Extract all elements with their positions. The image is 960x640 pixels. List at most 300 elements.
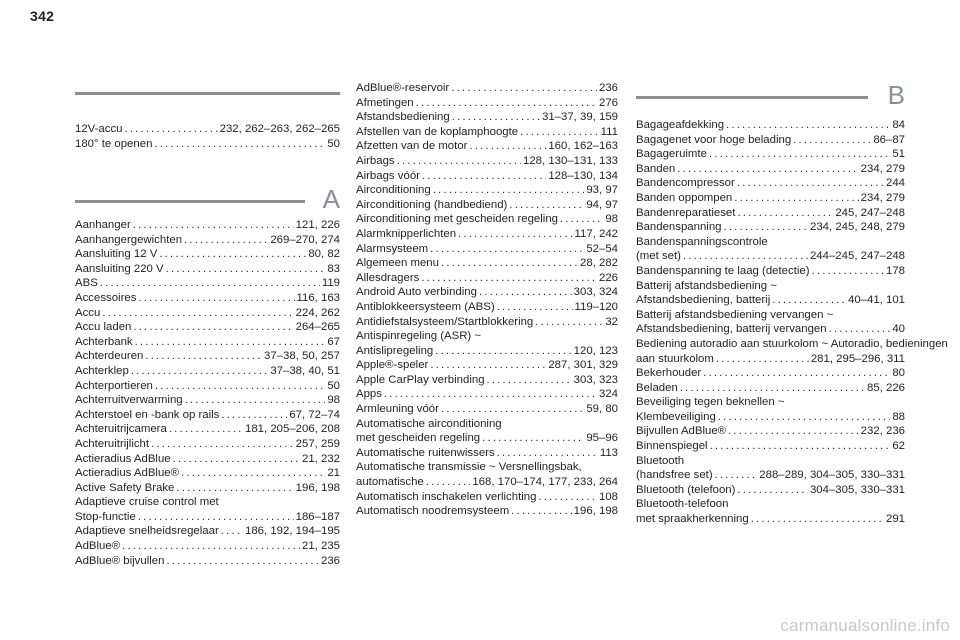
index-term: Achterstoel en -bank op rails <box>75 408 220 421</box>
dot-leader <box>131 364 268 379</box>
index-pages: 234, 279 <box>860 191 905 204</box>
dot-leader <box>451 81 597 96</box>
index-pages: 51 <box>892 148 905 161</box>
index-entry <box>75 122 340 137</box>
dot-leader <box>169 422 243 437</box>
index-pages: 181, 205–206, 208 <box>244 423 340 436</box>
index-entry <box>356 125 618 140</box>
index-entry <box>75 276 340 291</box>
dot-leader <box>677 162 858 177</box>
dot-leader <box>166 554 319 569</box>
index-term: automatische <box>356 476 424 489</box>
index-entry <box>75 233 340 248</box>
index-pages: 32 <box>605 315 618 328</box>
index-entry <box>356 446 618 461</box>
index-entry <box>636 497 905 526</box>
dot-leader <box>221 524 243 539</box>
dot-leader <box>397 154 521 169</box>
dot-leader <box>703 366 890 381</box>
dot-leader <box>726 118 890 133</box>
index-pages: 196, 198 <box>573 505 618 518</box>
index-pages: 59, 80 <box>586 403 618 416</box>
page-number: 342 <box>30 8 55 24</box>
dot-leader <box>181 466 325 481</box>
index-pages: 119–120 <box>574 300 618 313</box>
dot-leader <box>138 510 294 525</box>
index-entry <box>636 176 905 191</box>
index-term: Alarmknipperlichten <box>356 227 457 240</box>
index-term: Bluetooth (telefoon) <box>636 483 736 496</box>
dot-leader <box>734 191 858 206</box>
index-entry-lead: Automatische transmissie ~ Versnellingsbak, <box>356 461 582 474</box>
dot-leader <box>430 242 584 257</box>
index-term: Afstandsbediening, batterij <box>636 294 771 307</box>
index-entry <box>75 218 340 233</box>
index-term: Airbags <box>356 154 395 167</box>
index-entry <box>356 81 618 96</box>
index-term: Alarmsysteem <box>356 242 429 255</box>
index-term: Beladen <box>636 381 678 394</box>
index-pages: 276 <box>598 96 618 109</box>
index-pages: 84 <box>892 119 905 131</box>
index-term: Bandenspanning te laag (detectie) <box>636 264 810 277</box>
index-entry <box>356 271 618 286</box>
index-term: Banden oppompen <box>636 191 733 204</box>
dot-leader <box>384 387 597 402</box>
dot-leader <box>173 452 300 467</box>
index-term: Bagagenet voor hoge belading <box>636 133 792 146</box>
index-pages: 287, 301, 329 <box>548 359 618 372</box>
dot-leader <box>538 490 597 505</box>
index-entry <box>636 395 905 424</box>
index-entry <box>636 337 948 366</box>
index-pages: 67, 72–74 <box>289 408 340 421</box>
index-entry <box>356 460 618 489</box>
index-term: Airconditioning <box>356 184 431 197</box>
index-pages: 244–245, 247–248 <box>809 250 905 263</box>
dot-leader <box>184 233 268 248</box>
dot-leader <box>138 291 294 306</box>
dot-leader <box>159 247 306 262</box>
index-pages: 21, 232 <box>301 452 340 465</box>
index-pages: 50 <box>327 137 340 150</box>
dot-leader <box>680 381 865 396</box>
index-term: Achterdeuren <box>75 350 144 363</box>
index-entry <box>636 162 905 177</box>
index-pages: 86–87 <box>873 133 905 146</box>
index-pages: 94, 97 <box>586 198 618 211</box>
index-entry-lead: Batterij afstandsbediening vervangen ~ <box>636 308 834 321</box>
section-letter-a: A <box>322 184 340 214</box>
index-entry <box>356 387 618 402</box>
index-entry <box>75 495 340 524</box>
dot-leader <box>133 320 293 335</box>
index-term: Afstellen van de koplamphoogte <box>356 125 519 138</box>
index-term: Actieradius AdBlue® <box>75 467 180 480</box>
index-entry <box>356 169 618 184</box>
index-entry <box>75 466 340 481</box>
index-entry <box>356 198 618 213</box>
index-entry <box>356 358 618 373</box>
index-term: Apple®-speler <box>356 359 429 372</box>
index-term: Allesdragers <box>356 271 420 284</box>
dot-leader <box>435 344 571 359</box>
index-term: Automatische ruitenwissers <box>356 446 495 459</box>
dot-leader <box>751 512 884 527</box>
index-entry <box>75 393 340 408</box>
index-pages: 121, 226 <box>295 219 340 231</box>
index-entry-lead: Batterij afstandsbediening ~ <box>636 279 777 292</box>
index-entry <box>636 220 905 235</box>
index-term: Apple CarPlay verbinding <box>356 373 485 386</box>
index-term: Armleuning vóór <box>356 403 439 416</box>
dot-leader <box>416 96 597 111</box>
dot-leader <box>715 468 758 483</box>
index-entry <box>636 133 905 148</box>
section-letter-b: B <box>887 80 905 110</box>
index-pages: 50 <box>327 379 340 392</box>
index-entry-lead: Adaptieve cruise control met <box>75 496 219 509</box>
index-term: Stop-functie <box>75 510 136 523</box>
index-pages: 93, 97 <box>586 184 618 197</box>
index-pages: 117, 242 <box>574 227 618 240</box>
index-pages: 234, 279 <box>860 162 905 175</box>
index-term: Aanhanger <box>75 219 131 231</box>
index-term: Antislipregeling <box>356 344 434 357</box>
dot-leader <box>426 475 471 490</box>
index-pages: 67 <box>327 335 340 348</box>
index-pages: 116, 163 <box>296 291 340 304</box>
dot-leader <box>560 212 603 227</box>
dot-leader <box>487 373 572 388</box>
index-entry <box>75 554 340 569</box>
index-pages: 288–289, 304–305, 330–331 <box>759 469 905 482</box>
index-term: Aansluiting 220 V <box>75 262 164 275</box>
index-term: Airbags vóór <box>356 169 420 182</box>
index-term: Bekerhouder <box>636 367 702 380</box>
index-entry <box>75 247 340 262</box>
index-pages: 245, 247–248 <box>835 206 905 219</box>
index-pages: 264–265 <box>295 321 340 334</box>
index-term: Active Safety Brake <box>75 481 175 494</box>
dot-leader <box>441 256 578 271</box>
index-term: Afstandsbediening <box>356 111 450 124</box>
dot-leader <box>155 379 325 394</box>
index-entry <box>75 349 340 364</box>
index-entry <box>75 524 340 539</box>
dot-leader <box>458 227 572 242</box>
index-entry <box>356 315 618 330</box>
index-entry <box>636 424 905 439</box>
index-pages: 128–130, 134 <box>548 169 618 182</box>
index-term: Algemeen menu <box>356 257 439 270</box>
index-pages: 98 <box>327 394 340 407</box>
dot-leader <box>185 393 326 408</box>
index-term: Aansluiting 12 V <box>75 248 158 261</box>
index-entry <box>636 147 905 162</box>
index-entry <box>356 373 618 388</box>
index-term: AdBlue® <box>75 540 121 553</box>
index-entry <box>75 262 340 277</box>
index-pages: 80 <box>892 367 905 380</box>
index-term: Bandenspanning <box>636 221 722 234</box>
index-entry <box>356 285 618 300</box>
dot-leader <box>430 358 546 373</box>
index-entry <box>356 212 618 227</box>
index-pages: 281, 295–296, 311 <box>810 352 905 365</box>
entries-a <box>75 218 340 568</box>
index-entry <box>75 422 340 437</box>
index-pages: 291 <box>885 513 905 526</box>
index-term: aan stuurkolom <box>636 352 714 365</box>
entries-intro <box>75 122 340 151</box>
index-term: Afstandsbediening, batterij vervangen <box>636 323 827 336</box>
index-pages: 168, 170–174, 177, 233, 264 <box>472 476 618 489</box>
index-pages: 226 <box>598 271 618 284</box>
index-pages: 232, 236 <box>860 425 905 438</box>
index-entry <box>636 483 905 498</box>
index-pages: 303, 323 <box>573 373 618 386</box>
index-entry <box>636 454 905 483</box>
index-entry <box>636 366 905 381</box>
dot-leader <box>166 262 326 277</box>
index-entry <box>636 264 905 279</box>
footer-watermark: carmanualsonline.info <box>780 616 950 635</box>
index-pages: 113 <box>599 446 618 459</box>
index-entry <box>356 139 618 154</box>
index-term: Antiblokkeersysteem (ABS) <box>356 300 495 313</box>
index-term: Achterklep <box>75 364 129 377</box>
dot-leader <box>829 322 891 337</box>
dot-leader <box>772 293 846 308</box>
dot-leader <box>535 315 603 330</box>
index-entry <box>356 490 618 505</box>
index-entry <box>636 118 905 133</box>
index-pages: 324 <box>598 388 618 401</box>
index-entry <box>636 235 905 264</box>
index-pages: 178 <box>885 264 905 277</box>
index-entry <box>356 110 618 125</box>
dot-leader <box>125 122 218 137</box>
index-term: Achteruitrijlicht <box>75 437 150 450</box>
index-pages: 28, 282 <box>579 257 618 270</box>
index-entry <box>636 308 905 337</box>
index-pages: 111 <box>600 125 618 138</box>
index-pages: 37–38, 50, 257 <box>263 350 340 363</box>
dot-leader <box>433 183 585 198</box>
dot-leader <box>145 349 262 364</box>
index-pages: 31–37, 39, 159 <box>541 111 618 124</box>
index-term: Antidiefstalsysteem/Startblokkering <box>356 315 534 328</box>
index-pages: 37–38, 40, 51 <box>270 364 340 377</box>
index-pages: 108 <box>598 490 618 503</box>
dot-leader <box>452 110 540 125</box>
index-entry <box>636 381 905 396</box>
dot-leader <box>479 285 572 300</box>
index-term: Binnenspiegel <box>636 440 708 453</box>
dot-leader <box>520 125 599 140</box>
dot-leader <box>710 439 891 454</box>
index-pages: 186, 192, 194–195 <box>244 525 340 538</box>
index-entry <box>356 154 618 169</box>
index-pages: 98 <box>605 213 618 226</box>
index-entry <box>75 481 340 496</box>
index-pages: 186–187 <box>295 510 340 523</box>
index-entry-lead: Bandenspanningscontrole <box>636 235 768 248</box>
index-pages: 40 <box>892 323 905 336</box>
index-term: Bagageruimte <box>636 148 707 161</box>
index-pages: 160, 162–163 <box>548 140 618 153</box>
index-pages: 257, 259 <box>295 437 340 450</box>
index-pages: 62 <box>892 440 905 453</box>
index-term: 12V-accu <box>75 123 123 135</box>
index-term: Klembeveiliging <box>636 410 716 423</box>
index-pages: 236 <box>598 82 618 94</box>
index-term: Achterruitverwarming <box>75 394 183 407</box>
dot-leader <box>151 437 294 452</box>
index-entry <box>75 335 340 350</box>
index-term: Achterbank <box>75 335 133 348</box>
index-pages: 196, 198 <box>295 481 340 494</box>
index-pages: 244 <box>885 177 905 190</box>
index-entry <box>636 206 905 221</box>
index-entry <box>75 539 340 554</box>
index-term: Bandencompressor <box>636 177 735 190</box>
index-term: AdBlue®-reservoir <box>356 82 450 94</box>
dot-leader <box>511 504 571 519</box>
index-term: Bijvullen AdBlue® <box>636 425 727 438</box>
index-pages: 224, 262 <box>295 306 340 319</box>
dot-leader <box>469 139 546 154</box>
dot-leader <box>102 306 293 321</box>
dot-leader <box>812 264 884 279</box>
index-term: Airconditioning (handbediend) <box>356 198 508 211</box>
index-entry <box>356 504 618 519</box>
index-pages: 128, 130–131, 133 <box>522 154 618 167</box>
index-pages: 21, 235 <box>301 540 340 553</box>
index-term: Automatisch noodremsysteem <box>356 505 510 518</box>
entries-b <box>636 118 948 527</box>
index-entry <box>75 306 340 321</box>
index-entry-lead: Bluetooth-telefoon <box>636 498 729 511</box>
index-pages: 232, 262–263, 262–265 <box>219 123 340 135</box>
index-term: Airconditioning met gescheiden regeling <box>356 213 558 226</box>
index-entry <box>356 96 618 111</box>
index-entry <box>636 439 905 454</box>
index-pages: 95–96 <box>586 432 618 445</box>
index-term: Accessoires <box>75 291 137 304</box>
index-term: met gescheiden regeling <box>356 432 481 445</box>
index-entry <box>356 256 618 271</box>
index-term: (met set) <box>636 250 681 263</box>
dot-leader <box>122 539 300 554</box>
dot-leader <box>793 133 871 148</box>
index-entry <box>356 227 618 242</box>
dot-leader <box>441 402 584 417</box>
index-term: Afmetingen <box>356 96 414 109</box>
index-pages: 40–41, 101 <box>847 294 905 307</box>
dot-leader <box>716 352 809 367</box>
dot-leader <box>421 271 597 286</box>
index-term: Bagageafdekking <box>636 119 725 131</box>
dot-leader <box>497 446 598 461</box>
index-pages: 236 <box>320 554 340 567</box>
dot-leader <box>737 483 808 498</box>
dot-leader <box>509 198 584 213</box>
dot-leader <box>176 481 293 496</box>
dot-leader <box>683 249 808 264</box>
index-entry <box>75 437 340 452</box>
dot-leader <box>718 410 891 425</box>
index-entry <box>75 137 340 152</box>
index-term: Afzetten van de motor <box>356 140 468 153</box>
dot-leader <box>100 276 320 291</box>
index-term: (handsfree set) <box>636 469 713 482</box>
dot-leader <box>497 300 573 315</box>
index-entry <box>356 300 618 315</box>
index-term: AdBlue® bijvullen <box>75 554 165 567</box>
dot-leader <box>133 218 294 233</box>
index-pages: 303, 324 <box>573 286 618 299</box>
dot-leader <box>154 137 325 152</box>
index-term: Actieradius AdBlue <box>75 452 171 465</box>
index-term: Accu <box>75 306 101 319</box>
dot-leader <box>221 408 287 423</box>
index-pages: 88 <box>892 410 905 423</box>
dot-leader <box>724 220 808 235</box>
dot-leader <box>728 424 859 439</box>
index-entry <box>636 279 905 308</box>
dot-leader <box>422 169 546 184</box>
index-term: 180° te openen <box>75 137 153 150</box>
dot-leader <box>482 431 584 446</box>
index-entry <box>75 452 340 467</box>
index-pages: 120, 123 <box>573 344 618 357</box>
index-entry-lead: Bediening autoradio aan stuurkolom ~ Autoradio, bedieningen <box>636 337 948 350</box>
index-term: Banden <box>636 162 676 175</box>
index-term: Achterportieren <box>75 379 153 392</box>
index-term: Achteruitrijcamera <box>75 423 167 436</box>
entries-a-continued <box>356 81 618 519</box>
index-pages: 21 <box>327 467 340 480</box>
index-entry-lead: Antispinregeling (ASR) ~ <box>356 330 482 343</box>
index-entry-lead: Bluetooth <box>636 454 685 467</box>
section-rule-intro <box>75 92 340 95</box>
index-term: Android Auto verbinding <box>356 286 477 299</box>
index-term: Accu laden <box>75 321 132 334</box>
dot-leader <box>737 206 833 221</box>
index-pages: 80, 82 <box>308 248 340 261</box>
index-term: Apps <box>356 388 382 401</box>
index-entry <box>75 408 340 423</box>
index-entry <box>75 379 340 394</box>
index-entry-lead: Beveiliging tegen beknellen ~ <box>636 396 785 409</box>
dot-leader <box>135 335 326 350</box>
index-pages: 269–270, 274 <box>270 233 340 246</box>
index-term: Adaptieve snelheidsregelaar <box>75 525 219 538</box>
index-entry <box>636 191 905 206</box>
index-entry <box>75 320 340 335</box>
index-entry <box>356 402 618 417</box>
section-rule-b <box>636 96 868 99</box>
index-pages: 83 <box>327 262 340 275</box>
index-entry <box>356 329 618 358</box>
index-pages: 119 <box>321 277 340 290</box>
section-rule-a <box>75 200 305 203</box>
index-term: met spraakherkenning <box>636 513 749 526</box>
index-entry-lead: Automatische airconditioning <box>356 417 502 430</box>
index-term: Aanhangergewichten <box>75 233 183 246</box>
